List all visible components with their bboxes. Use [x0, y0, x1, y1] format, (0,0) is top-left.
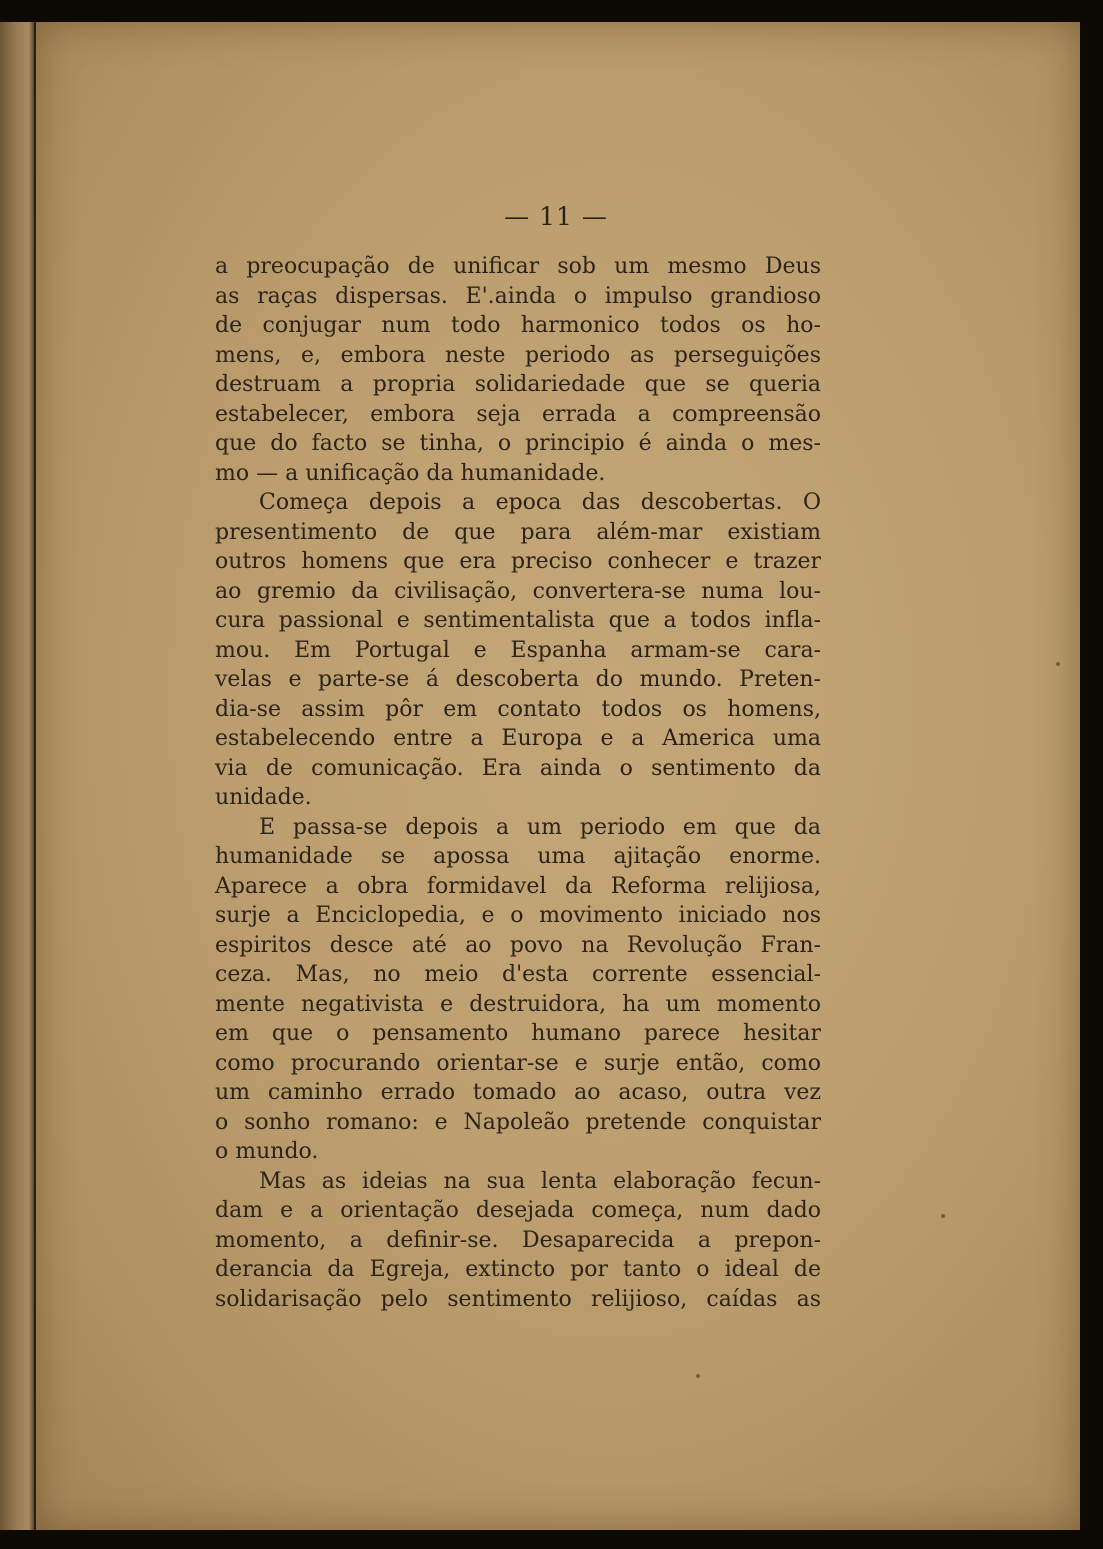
text-line: de conjugar num todo harmonico todos os ho-: [215, 313, 821, 338]
text-line: mens, e, embora neste periodo as perseguições: [215, 342, 821, 368]
text-line: ao gremio da civilisação, convertera-se numa lou-: [215, 578, 821, 604]
text-line: mou. Em Portugal e Espanha armam-se cara-: [215, 637, 821, 663]
paper-speck: [696, 1374, 700, 1378]
previous-page-edge: [0, 22, 36, 1530]
text-line: como procurando orientar-se e surje então, como: [215, 1050, 821, 1076]
text-line: outros homens que era preciso conhecer e trazer: [215, 549, 821, 574]
text-line: presentimento de que para além-mar existiam: [215, 519, 821, 545]
body-text: [215, 252, 821, 1314]
text-line: humanidade se apossa uma ajitação enorme.: [215, 844, 821, 869]
text-line: mente negativista e destruidora, ha um momento: [215, 991, 821, 1017]
text-line: Começa depois a epoca das descobertas. O: [259, 490, 821, 515]
text-line: as raças dispersas. E'.ainda o impulso grandioso: [215, 283, 821, 309]
text-line: solidarisação pelo sentimento relijioso, caídas as: [215, 1286, 821, 1312]
text-line: que do facto se tinha, o principio é ainda o mes-: [215, 431, 821, 456]
text-line: via de comunicação. Era ainda o sentimento da: [215, 755, 821, 781]
text-line: surje a Enciclopedia, e o movimento iniciado nos: [215, 903, 821, 928]
text-line: espiritos desce até ao povo na Revolução Fran-: [215, 932, 821, 958]
text-line: momento, a definir-se. Desaparecida a prepon-: [215, 1227, 821, 1253]
text-line: velas e parte-se á descoberta do mundo. Preten-: [215, 667, 821, 692]
text-line: em que o pensamento humano parece hesitar: [215, 1021, 821, 1046]
paper-speck: [941, 1214, 945, 1218]
text-line: E passa-se depois a um periodo em que da: [259, 814, 821, 840]
text-line: unidade.: [215, 785, 312, 810]
text-line: dam e a orientação desejada começa, num dado: [215, 1198, 821, 1223]
text-line: Mas as ideias na sua lenta elaboração fecun-: [259, 1168, 821, 1194]
text-line: Aparece a obra formidavel da Reforma relijiosa,: [215, 873, 821, 899]
text-line: um caminho errado tomado ao acaso, outra vez: [215, 1080, 821, 1105]
text-line: a preocupação de unificar sob um mesmo Deus: [215, 254, 821, 279]
paper-speck: [1056, 662, 1060, 666]
text-line: derancia da Egreja, extincto por tanto o ideal de: [215, 1257, 821, 1282]
text-line: ceza. Mas, no meio d'esta corrente essencial-: [215, 962, 821, 987]
text-line: estabelecer, embora seja errada a compreensão: [215, 401, 821, 427]
text-line: mo — a unificação da humanidade.: [215, 460, 606, 486]
text-line: destruam a propria solidariedade que se queria: [215, 372, 821, 397]
text-line: o sonho romano: e Napoleão pretende conquistar: [215, 1109, 821, 1135]
text-line: cura passional e sentimentalista que a todos infla-: [215, 608, 821, 633]
text-line: estabelecendo entre a Europa e a America uma: [215, 726, 821, 751]
text-line: dia-se assim pôr em contato todos os homens,: [215, 696, 821, 722]
page-number: — 11 —: [504, 202, 608, 231]
text-line: o mundo.: [215, 1139, 319, 1164]
